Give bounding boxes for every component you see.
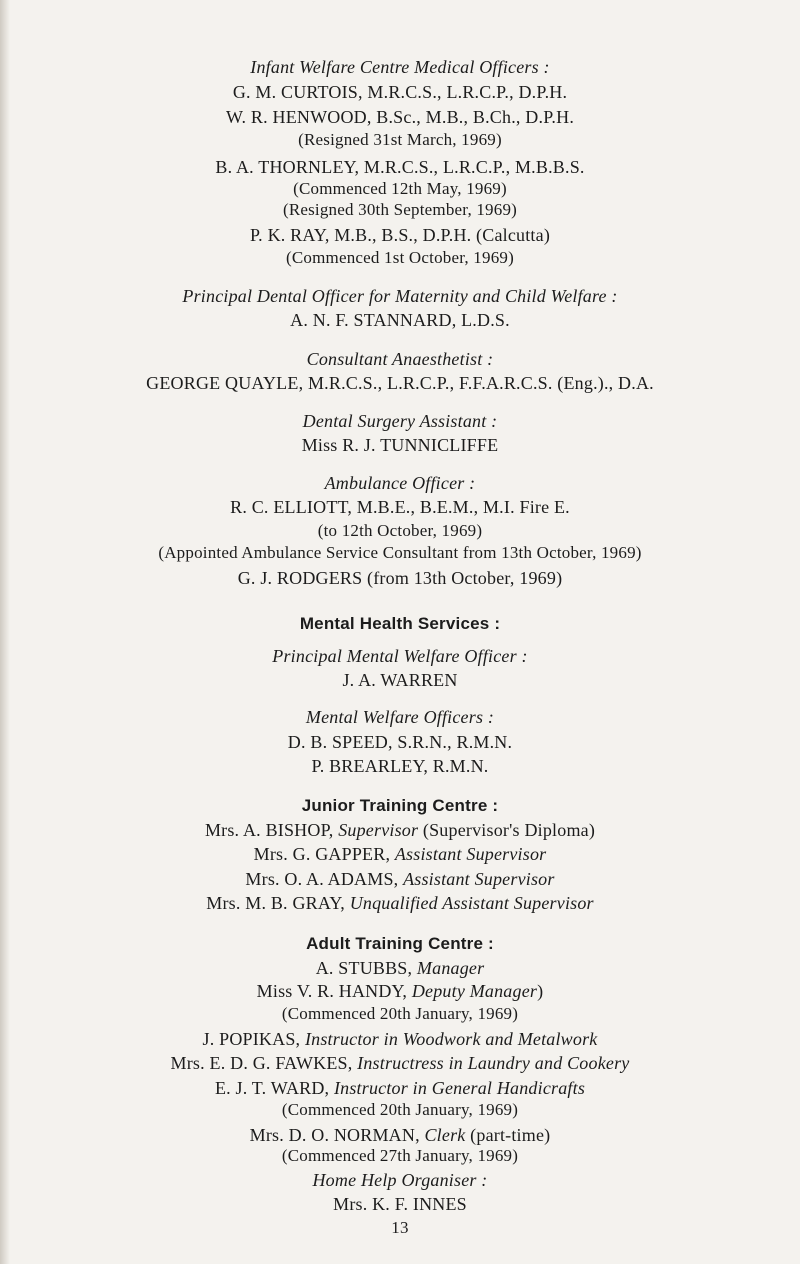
infant-welfare-note-2: (Commenced 12th May, 1969) [293,179,507,198]
junior-training-row-2: Mrs. G. GAPPER, Assistant Supervisor [253,844,547,864]
anaesthetist-name: GEORGE QUAYLE, M.R.C.S., L.R.C.P., F.F.A.R.C.S. (Eng.)., D.A. [146,373,654,393]
dental-assistant-heading: Dental Surgery Assistant : [302,411,498,431]
infant-welfare-note-1: (Resigned 31st March, 1969) [298,130,502,149]
infant-welfare-officer-2: W. R. HENWOOD, B.Sc., M.B., B.Ch., D.P.H. [225,107,575,127]
adult-training-row-1: A. STUBBS, Manager [315,958,485,978]
junior-training-row-1: Mrs. A. BISHOP, Supervisor (Supervisor's Diploma) [204,820,596,840]
adult-training-row-5: E. J. T. WARD, Instructor in General Handicrafts [214,1078,586,1098]
junior-training-heading: Junior Training Centre : [301,796,499,815]
adult-training-note-3: (Commenced 27th January, 1969) [281,1146,519,1165]
ambulance-note-2: (Appointed Ambulance Service Consultant from 13th October, 1969) [158,543,642,562]
adult-training-row-2: Miss V. R. HANDY, Deputy Manager) [256,981,544,1001]
junior-training-row-3: Mrs. O. A. ADAMS, Assistant Supervisor [245,869,555,889]
dental-officer-heading: Principal Dental Officer for Maternity and Child Welfare : [182,286,618,306]
dental-officer-name: A. N. F. STANNARD, L.D.S. [290,310,510,330]
page-number: 13 [391,1218,409,1237]
home-help-heading: Home Help Organiser : [312,1170,488,1190]
infant-welfare-officer-3: B. A. THORNLEY, M.R.C.S., L.R.C.P., M.B.B.S. [215,157,585,177]
mwo-officer-1: D. B. SPEED, S.R.N., R.M.N. [287,732,513,752]
ambulance-note-1: (to 12th October, 1969) [317,521,483,540]
infant-welfare-note-3: (Resigned 30th September, 1969) [282,200,518,219]
adult-training-row-6: Mrs. D. O. NORMAN, Clerk (part-time) [249,1125,551,1145]
ambulance-officer-2: G. J. RODGERS (from 13th October, 1969) [237,568,563,588]
mwo-officer-2: P. BREARLEY, R.M.N. [311,756,489,776]
ambulance-heading: Ambulance Officer : [324,473,476,493]
principal-mwo-heading: Principal Mental Welfare Officer : [272,646,528,666]
mwo-heading: Mental Welfare Officers : [305,707,495,727]
infant-welfare-officer-1: G. M. CURTOIS, M.R.C.S., L.R.C.P., D.P.H. [232,82,568,102]
principal-mwo-name: J. A. WARREN [342,670,458,690]
adult-training-note-2: (Commenced 20th January, 1969) [281,1100,519,1119]
adult-training-note-1: (Commenced 20th January, 1969) [281,1004,519,1023]
dental-assistant-name: Miss R. J. TUNNICLIFFE [301,435,499,455]
anaesthetist-heading: Consultant Anaesthetist : [306,349,494,369]
adult-training-heading: Adult Training Centre : [306,934,494,953]
infant-welfare-note-4: (Commenced 1st October, 1969) [286,248,514,267]
ambulance-officer-1: R. C. ELLIOTT, M.B.E., B.E.M., M.I. Fire E. [230,497,570,517]
infant-welfare-heading: Infant Welfare Centre Medical Officers : [250,57,550,77]
adult-training-row-4: Mrs. E. D. G. FAWKES, Instructress in Laundry and Cookery [170,1053,630,1073]
adult-training-row-3: J. POPIKAS, Instructor in Woodwork and Metalwork [202,1029,598,1049]
home-help-name: Mrs. K. F. INNES [333,1194,467,1214]
infant-welfare-officer-4: P. K. RAY, M.B., B.S., D.P.H. (Calcutta) [249,225,551,245]
mental-health-heading: Mental Health Services : [299,614,501,633]
junior-training-row-4: Mrs. M. B. GRAY, Unqualified Assistant Supervisor [206,893,594,913]
